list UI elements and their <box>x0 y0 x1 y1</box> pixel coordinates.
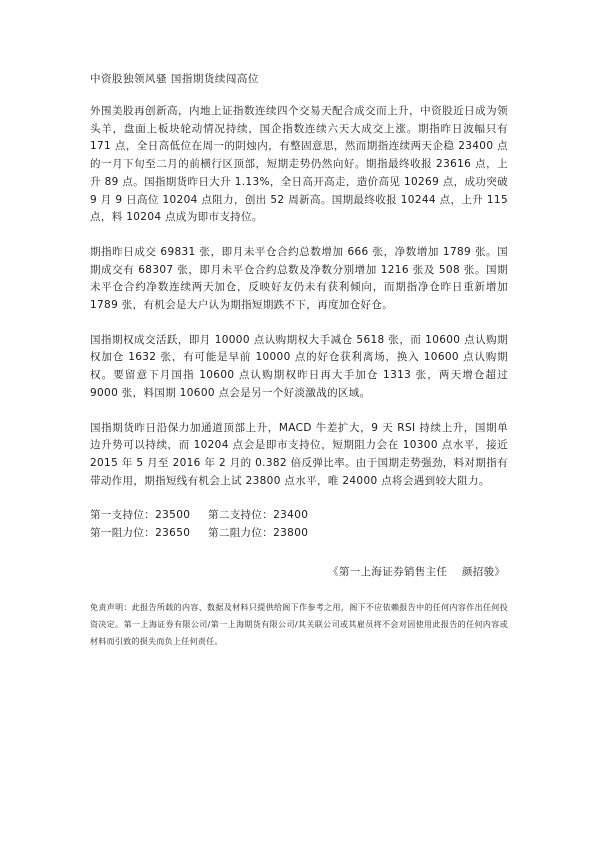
resistance-row <box>90 525 508 543</box>
article-body <box>90 72 508 658</box>
author-signature: 《第一上海证券销售主任 颜招骏》 <box>328 565 506 578</box>
paragraph-options: 国指期权成交活跃，即月 10000 点认购期权大手减仓 5618 张，而 10600 点认购期权加仓 1632 张，有可能是早前 10000 点的好仓获利离场，换入 10600 点认购期权。要留意下月国指 10600 点认购期权昨日再大手加仓 1313 张，两天增仓超过 9000 张，料国期 10600 点会是另一个好淡激战的区域。 <box>90 333 508 399</box>
support-level-1: 第一支持位：23500 <box>90 509 191 522</box>
paragraph-open-interest: 期指昨日成交 69831 张，即月未平仓合约总数增加 666 张，净数增加 1789 张。国期成交有 68307 张，即月未平仓合约总数及净数分别增加 1216 张及 508 张。国期未平仓合约净数连续两天加仓，反映好友仍未有获利倾向，而期指净仓昨日重新增加 1789 张，有机会是大户认为期指短期跌不下，再度加仓好仓。 <box>90 245 508 312</box>
article-title: 中资股独领风骚 国指期货续闯高位 <box>90 73 259 85</box>
disclaimer: 免责声明：此报告所载的内容、数据及材料只提供给阁下作参考之用，阁下不应依赖报告中的任何内容作出任何投资决定。第一上海证券有限公司/第一上海期货有限公司/其关联公司或其雇员将不会对因使用此报告的任何内容或材料而引致的损失而负上任何责任。 <box>90 602 508 646</box>
support-resistance-levels <box>90 507 508 542</box>
support-level-2: 第二支持位：23400 <box>208 509 309 522</box>
resistance-level-2: 第二阻力位：23800 <box>208 527 309 540</box>
resistance-level-1: 第一阻力位：23650 <box>90 527 191 540</box>
support-row <box>90 507 508 525</box>
paragraph-technical-analysis: 国指期货昨日沿保力加通道顶部上升，MACD 牛差扩大，9 天 RSI 持续上升，国期单边升势可以持续，而 10204 点会是即市支持位，短期阻力会在 10300 点水平，接近 2015 年 5 月至 2016 年 2 月的 0.382 倍反弹比率。由于国期走势强劲，料对期指有带动作用，期指短线有机会上试 23800 点水平，唯 24000 点将会遇到较大阻力。 <box>90 421 508 487</box>
paragraph-market-overview: 外围美股再创新高，内地上证指数连续四个交易天配合成交而上升，中资股近日成为领头羊，盘面上板块轮动情况持续，国企指数连续六天大成交上涨。期指昨日波幅只有 171 点，全日高低位在周一的阴烛内，有整固意思，然而期指连续两天企稳 23400 点的一月下旬至二月的前横行区顶部，短期走势仍然向好。期指最终收报 23616 点，上升 89 点。国指期货昨日大升 1.13%，全日高开高走，造价高见 10269 点，成功突破 9 月 9 日高位 10204 点阻力，创出 52 周新高。国期最终收报 10244 点，上升 115 点，料 10204 点成为即市支持位。 <box>90 105 508 224</box>
